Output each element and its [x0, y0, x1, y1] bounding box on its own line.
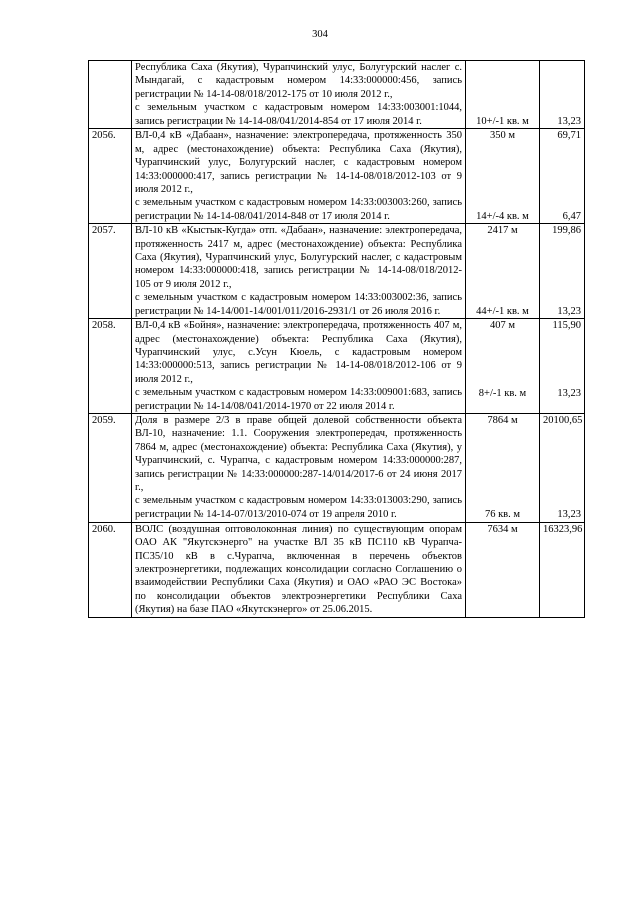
object-description	[132, 319, 466, 414]
object-length: 407 м	[489, 320, 516, 332]
object-description-main: ВОЛС (воздушная оптоволоконная линия) по существующим опорам ОАО АК "Якутскэнерго" на участке ВЛ 35 кВ ПС110 кВ Чурапча-ПС35/10 кВ в с.Чурапча, включенная в перечень объектов электроэнергетики, подлежащих консолидации согласно Соглашению о взаимодействии Республики Саха (Якутия) и ОАО «РАО ЭС Востока» по консолидации объектов электроэнергетики Республики Саха (Якутия) на базе ПАО «Якутскэнерго» от 25.06.2015.	[135, 523, 462, 616]
object-description	[132, 522, 466, 617]
table-row	[89, 129, 585, 224]
object-length: 2417 м	[487, 225, 518, 237]
row-number	[89, 61, 132, 129]
land-plot-cost: 13,23	[557, 509, 581, 521]
row-number: 2058.	[89, 319, 132, 414]
object-description	[132, 61, 466, 129]
object-value	[540, 522, 585, 617]
table-row	[89, 319, 585, 414]
land-plot-description: с земельным участком с кадастровым номером 14:33:013003:290, запись регистрации № 14-14-07/013/2010-074 от 19 апреля 2010 г.	[135, 495, 462, 520]
table-row	[89, 413, 585, 522]
object-value	[540, 61, 585, 129]
object-description	[132, 129, 466, 224]
object-description-main: ВЛ-10 кВ «Кыстык-Кугда» отп. «Дабаан», назначение: электропередача, протяженность 2417 м, адрес (местонахождение) объекта: Республика Саха (Якутия), Чурапчинский улус, Болугурский наслег, с кадастровым номером 14:33:000000:418, запись регистрации № 14-14-08/018/2012-105 от 9 июля 2012 г.,	[135, 225, 462, 290]
row-number: 2057.	[89, 224, 132, 319]
table-row	[89, 224, 585, 319]
object-size	[466, 224, 540, 319]
object-size	[466, 319, 540, 414]
row-number: 2060.	[89, 522, 132, 617]
object-length: 7864 м	[487, 414, 518, 426]
object-value	[540, 129, 585, 224]
object-size	[466, 129, 540, 224]
object-cost: 69,71	[557, 130, 581, 142]
object-description-main: Республика Саха (Якутия), Чурапчинский улус, Болугурский наслег с. Мындагай, с кадастровым номером 14:33:000000:456, запись регистрации № 14-14-08/018/2012-175 от 10 июля 2012 г.,	[135, 62, 462, 100]
object-description-main: Доля в размере 2/3 в праве общей долевой собственности объекта ВЛ-10, назначение: 1.1. Сооружения электропередач, протяженность 7864 м, адрес (местонахождение) объекта: Республика Саха (Якутия), у Чурапчинский, с. Чурапча, с кадастровым номером 14:33:000000:287, запись регистрации № 14:33:000000:287-14/014/2017-6 от 24 июня 2017 г.,	[135, 414, 462, 493]
page-number: 304	[312, 29, 328, 40]
land-plot-cost: 13,23	[557, 305, 581, 317]
object-description-main: ВЛ-0,4 кВ «Бойня», назначение: электропередача, протяженность 407 м, адрес (местонахождение) объекта: Республика Саха (Якутия), Чурапчинский улус, с.Усун Кюель, с кадастровым номером 14:33:000000:513, запись регистрации № 14-14-08/018/2012-106 от 9 июля 2012 г.,	[135, 320, 462, 385]
object-value	[540, 319, 585, 414]
table-row	[89, 61, 585, 129]
land-plot-description: с земельным участком с кадастровым номером 14:33:009001:683, запись регистрации № 14-14/08/041/2014-1970 от 22 июля 2014 г.	[135, 387, 462, 412]
object-value	[540, 224, 585, 319]
land-plot-cost: 6,47	[562, 210, 581, 222]
land-plot-area: 44+/-1 кв. м	[476, 305, 529, 317]
object-description	[132, 224, 466, 319]
object-cost: 199,86	[552, 225, 581, 237]
land-plot-cost: 13,23	[557, 116, 581, 127]
object-size	[466, 413, 540, 522]
object-size	[466, 522, 540, 617]
row-number: 2056.	[89, 129, 132, 224]
object-size	[466, 61, 540, 129]
object-cost: 20100,65	[543, 414, 583, 426]
object-cost: 16323,96	[543, 523, 583, 535]
land-plot-description: с земельным участком с кадастровым номером 14:33:003002:36, запись регистрации № 14-14/001-14/001/011/2016-2931/1 от 26 июля 2016 г.	[135, 292, 462, 317]
land-plot-area: 76 кв. м	[484, 509, 521, 521]
object-length: 350 м	[489, 130, 516, 142]
land-plot-cost: 13,23	[557, 387, 581, 399]
object-cost: 115,90	[552, 320, 581, 332]
object-description-main: ВЛ-0,4 кВ «Дабаан», назначение: электропередача, протяженность 350 м, адрес (местонахождение) объекта: Республика Саха (Якутия), Чурапчинский улус, Болугурский наслег, с кадастровым номером 14:33:000000:417, запись регистрации № 14-14-08/018/2012-103 от 9 июля 2012 г.,	[135, 130, 462, 196]
land-plot-area: 10+/-1 кв. м	[476, 116, 529, 127]
land-plot-description: с земельным участком с кадастровым номером 14:33:003003:260, запись регистрации № 14-14-08/041/2014-848 от 17 июля 2014 г.	[135, 197, 462, 222]
object-value	[540, 413, 585, 522]
property-register-table	[88, 60, 585, 618]
land-plot-area: 14+/-4 кв. м	[476, 210, 529, 222]
table-row	[89, 522, 585, 617]
object-description	[132, 413, 466, 522]
land-plot-description: с земельным участком с кадастровым номером 14:33:003001:1044, запись регистрации № 14-14-08/041/2014-854 от 17 июля 2014 г.	[135, 102, 462, 127]
land-plot-area: 8+/-1 кв. м	[478, 387, 527, 399]
object-length: 7634 м	[487, 523, 518, 535]
row-number: 2059.	[89, 413, 132, 522]
